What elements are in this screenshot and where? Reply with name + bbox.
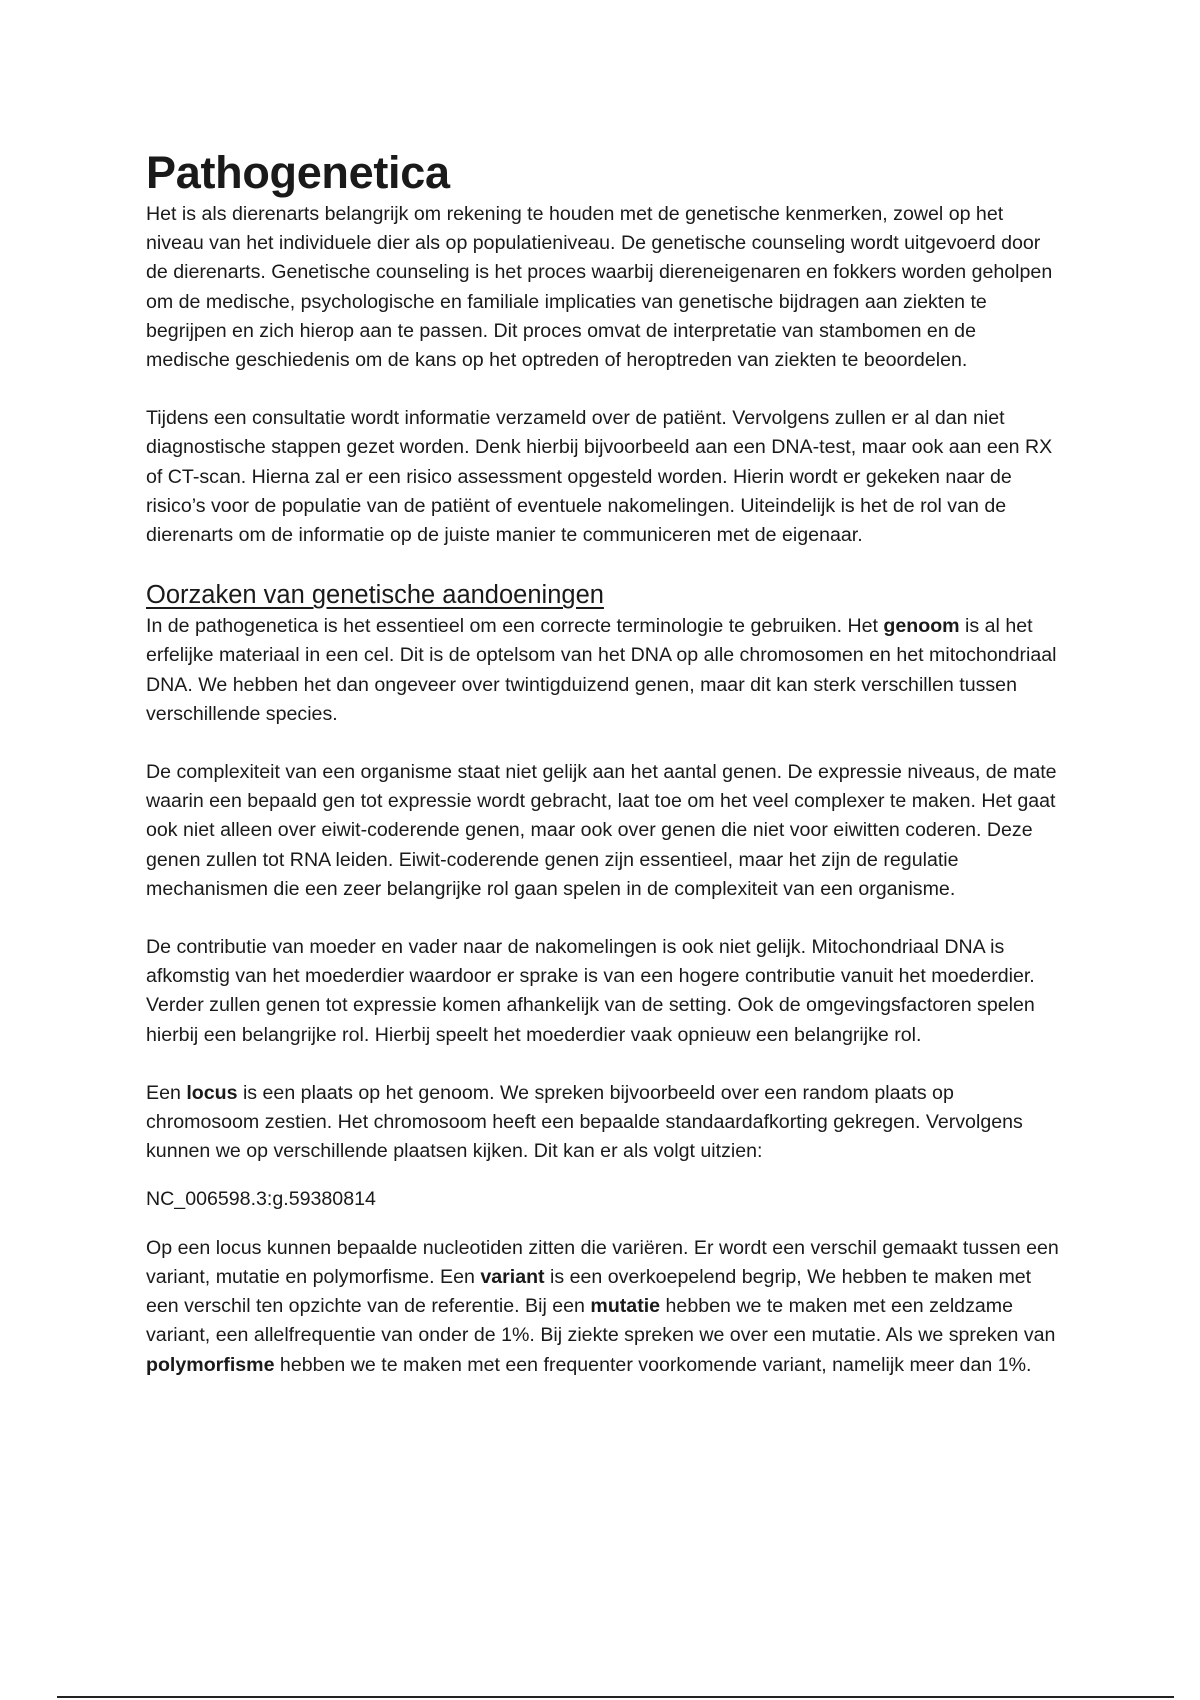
term-genoom: genoom bbox=[883, 615, 960, 638]
section-heading: Oorzaken van genetische aandoeningen bbox=[146, 581, 604, 610]
term-polymorfisme: polymorfisme bbox=[146, 1353, 275, 1376]
text-run: In de pathogenetica is het essentieel om een correcte terminologie te gebruiken. Het bbox=[146, 615, 884, 638]
document-page bbox=[146, 146, 1062, 1380]
intro-paragraph-2: Tijdens een consultatie wordt informatie verzameld over de patiënt. Vervolgens zullen er al dan niet diagnostische stappen gezet worden. Denk hierbij bijvoorbeeld aan een DNA-test, maar ook aan een RX of CT-scan. Hierna zal er een risico assessment opgesteld worden. Hierin wordt er gekeken naar de risico’s voor de populatie van de patiënt of eventuele nakomelingen. Uiteindelijk is het de rol van de dierenarts om de informatie op de juiste manier te communiceren met de eigenaar. bbox=[146, 407, 1053, 547]
intro-paragraph-1: Het is als dierenarts belangrijk om rekening te houden met de genetische kenmerken, zowel op het niveau van het individuele dier als op populatieniveau. De genetische counseling wordt uitgevoerd door de dierenarts. Genetische counseling is het proces waarbij diereneigenaren en fokkers worden geholpen om de medische, psychologische en familiale implicaties van genetische bijdragen aan ziekten te begrijpen en zich hierop aan te passen. Dit proces omvat de interpretatie van stambomen en de medische geschiedenis om de kans op het optreden of heroptreden van ziekten te beoordelen. bbox=[146, 203, 1053, 372]
term-locus: locus bbox=[186, 1081, 238, 1104]
term-mutatie: mutatie bbox=[590, 1295, 661, 1318]
text-run: is een plaats op het genoom. We spreken bijvoorbeeld over een random plaats op chromosoom zestien. Het chromosoom heeft een bepaalde standaardafkorting gekregen. Vervolgens kunnen we op verschillende plaatsen kijken. Dit kan er als volgt uitzien: bbox=[146, 1081, 1023, 1163]
text-run: Een bbox=[146, 1081, 187, 1104]
text-run: is al het erfelijke materiaal in een cel. Dit is de optelsom van het DNA op alle chromosomen en het mitochondriaal DNA. We hebben het dan ongeveer over twintigduizend genen, maar dit kan sterk verschillen tussen verschillende species. bbox=[146, 615, 1057, 725]
text-run: Op een locus kunnen bepaalde nucleotiden zitten die variëren. Er wordt een verschil gemaakt tussen een variant, mutatie en polymorfisme. Een bbox=[146, 1236, 1059, 1288]
locus-example: NC_006598.3:g.59380814 bbox=[146, 1188, 376, 1211]
variant-paragraph bbox=[146, 1234, 1062, 1380]
term-variant: variant bbox=[480, 1265, 545, 1288]
genome-paragraph bbox=[146, 612, 1062, 729]
contribution-paragraph: De contributie van moeder en vader naar de nakomelingen is ook niet gelijk. Mitochondriaal DNA is afkomstig van het moederdier waardoor er sprake is van een hogere contributie vanuit het moederdier. Verder zullen genen tot expressie komen afhankelijk van de setting. Ook de omgevingsfactoren spelen hierbij een belangrijke rol. Hierbij speelt het moederdier vaak opnieuw een belangrijke rol. bbox=[146, 936, 1035, 1046]
text-run: is een overkoepelend begrip, We hebben te maken met een verschil ten opzichte van de referentie. Bij een bbox=[146, 1265, 1032, 1318]
complexity-paragraph: De complexiteit van een organisme staat niet gelijk aan het aantal genen. De expressie niveaus, de mate waarin een bepaald gen tot expressie wordt gebracht, laat toe om het veel complexer te maken. Het gaat ook niet alleen over eiwit-coderende genen, maar ook over genen die niet voor eiwitten coderen. Deze genen zullen tot RNA leiden. Eiwit-coderende genen zijn essentieel, maar het zijn de regulatie mechanismen die een zeer belangrijke rol gaan spelen in de complexiteit van een organisme. bbox=[146, 761, 1057, 900]
text-run: hebben we te maken met een frequenter voorkomende variant, namelijk meer dan 1%. bbox=[274, 1353, 1032, 1376]
text-run: hebben we te maken met een zeldzame variant, een allelfrequentie van onder de 1%. Bij ziekte spreken we over een mutatie. Als we spreken van bbox=[146, 1295, 1056, 1347]
page-title: Pathogenetica bbox=[146, 147, 450, 198]
locus-paragraph bbox=[146, 1079, 1062, 1167]
footer-divider bbox=[57, 1696, 1174, 1698]
